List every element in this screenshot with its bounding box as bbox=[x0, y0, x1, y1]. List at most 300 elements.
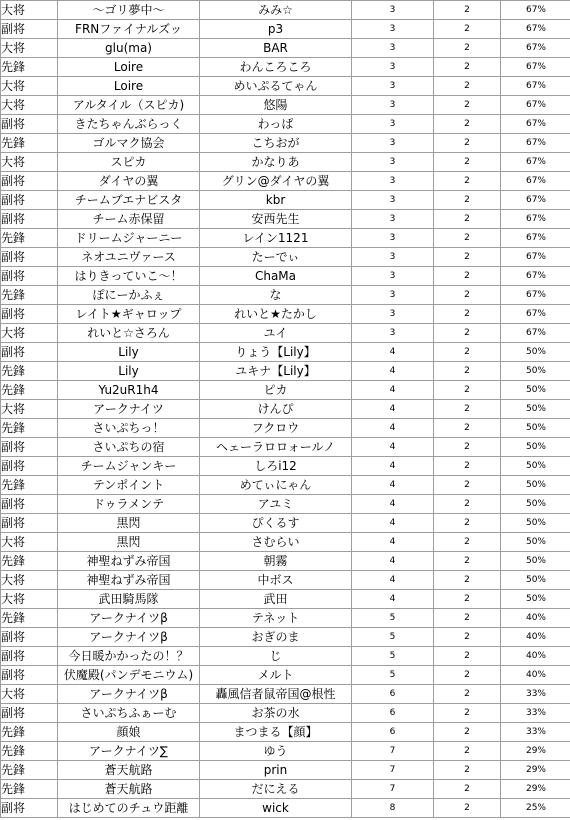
matches-cell[interactable]: 3 bbox=[352, 1, 434, 20]
team-cell[interactable]: さいぷちっ！ bbox=[58, 419, 200, 438]
position-cell[interactable]: 大将 bbox=[1, 324, 58, 343]
wins-cell[interactable]: 2 bbox=[434, 381, 501, 400]
table-row bbox=[1, 324, 570, 343]
player-cell[interactable]: れいと★たかし bbox=[200, 305, 352, 324]
player-cell[interactable]: kbr bbox=[200, 191, 352, 210]
table-row bbox=[1, 647, 570, 666]
position-cell[interactable]: 大将 bbox=[1, 1, 58, 20]
rate-cell[interactable]: 67% bbox=[501, 229, 570, 248]
wins-cell[interactable]: 2 bbox=[434, 39, 501, 58]
wins-cell[interactable]: 2 bbox=[434, 77, 501, 96]
matches-cell[interactable]: 3 bbox=[352, 210, 434, 229]
wins-cell[interactable]: 2 bbox=[434, 742, 501, 761]
rate-cell[interactable]: 50% bbox=[501, 457, 570, 476]
position-cell[interactable]: 先鋒 bbox=[1, 286, 58, 305]
wins-cell[interactable]: 2 bbox=[434, 419, 501, 438]
team-cell[interactable]: ドゥラメンテ bbox=[58, 495, 200, 514]
position-cell[interactable]: 副将 bbox=[1, 704, 58, 723]
table-row bbox=[1, 267, 570, 286]
wins-cell[interactable]: 2 bbox=[434, 96, 501, 115]
wins-cell[interactable]: 2 bbox=[434, 286, 501, 305]
player-cell[interactable]: お茶の水 bbox=[200, 704, 352, 723]
wins-cell[interactable]: 2 bbox=[434, 761, 501, 780]
table-row bbox=[1, 115, 570, 134]
table-row bbox=[1, 210, 570, 229]
rate-cell[interactable]: 33% bbox=[501, 723, 570, 742]
position-cell[interactable]: 副将 bbox=[1, 799, 58, 818]
rate-cell[interactable]: 67% bbox=[501, 267, 570, 286]
rate-cell[interactable]: 29% bbox=[501, 761, 570, 780]
rate-cell[interactable]: 50% bbox=[501, 533, 570, 552]
player-cell[interactable]: ChaMa bbox=[200, 267, 352, 286]
matches-cell[interactable]: 4 bbox=[352, 571, 434, 590]
table-row bbox=[1, 343, 570, 362]
team-cell[interactable]: アークナイツ∑ bbox=[58, 742, 200, 761]
team-cell[interactable]: れいと☆さろん bbox=[58, 324, 200, 343]
table-row bbox=[1, 704, 570, 723]
wins-cell[interactable]: 2 bbox=[434, 685, 501, 704]
player-cell[interactable]: 武田 bbox=[200, 590, 352, 609]
table-row bbox=[1, 20, 570, 39]
table-row bbox=[1, 1, 570, 20]
player-cell[interactable]: ぴくるす bbox=[200, 514, 352, 533]
matches-cell[interactable]: 7 bbox=[352, 742, 434, 761]
wins-cell[interactable]: 2 bbox=[434, 533, 501, 552]
team-cell[interactable]: ネオユニヴァース bbox=[58, 248, 200, 267]
rate-cell[interactable]: 33% bbox=[501, 685, 570, 704]
wins-cell[interactable]: 2 bbox=[434, 210, 501, 229]
matches-cell[interactable]: 6 bbox=[352, 685, 434, 704]
team-cell[interactable]: レイト★ギャロップ bbox=[58, 305, 200, 324]
team-cell[interactable]: 黒閃 bbox=[58, 514, 200, 533]
wins-cell[interactable]: 2 bbox=[434, 172, 501, 191]
team-cell[interactable]: ゴルマク協会 bbox=[58, 134, 200, 153]
matches-cell[interactable]: 7 bbox=[352, 761, 434, 780]
position-cell[interactable]: 副将 bbox=[1, 172, 58, 191]
position-cell[interactable]: 先鋒 bbox=[1, 552, 58, 571]
team-cell[interactable]: ダイヤの翼 bbox=[58, 172, 200, 191]
wins-cell[interactable]: 2 bbox=[434, 514, 501, 533]
rate-cell[interactable]: 50% bbox=[501, 381, 570, 400]
rate-cell[interactable]: 67% bbox=[501, 96, 570, 115]
rate-cell[interactable]: 67% bbox=[501, 305, 570, 324]
team-cell[interactable]: 伏魔殿(パンデモニウム) bbox=[58, 666, 200, 685]
team-cell[interactable]: 神聖ねずみ帝国 bbox=[58, 552, 200, 571]
wins-cell[interactable]: 2 bbox=[434, 495, 501, 514]
team-cell[interactable]: Yu2uR1h4 bbox=[58, 381, 200, 400]
table-row bbox=[1, 172, 570, 191]
matches-cell[interactable]: 3 bbox=[352, 305, 434, 324]
player-cell[interactable]: 中ボス bbox=[200, 571, 352, 590]
player-cell[interactable]: おぎのま bbox=[200, 628, 352, 647]
wins-cell[interactable]: 2 bbox=[434, 628, 501, 647]
player-cell[interactable]: prin bbox=[200, 761, 352, 780]
position-cell[interactable]: 副将 bbox=[1, 191, 58, 210]
table-row bbox=[1, 58, 570, 77]
position-cell[interactable]: 大将 bbox=[1, 533, 58, 552]
team-cell[interactable]: Loire bbox=[58, 58, 200, 77]
position-cell[interactable]: 副将 bbox=[1, 666, 58, 685]
team-cell[interactable]: スピカ bbox=[58, 153, 200, 172]
matches-cell[interactable]: 4 bbox=[352, 381, 434, 400]
table-row bbox=[1, 96, 570, 115]
rate-cell[interactable]: 67% bbox=[501, 210, 570, 229]
matches-cell[interactable]: 3 bbox=[352, 153, 434, 172]
player-cell[interactable]: ヘェーラロロォールノ bbox=[200, 438, 352, 457]
rate-cell[interactable]: 67% bbox=[501, 248, 570, 267]
table-row bbox=[1, 571, 570, 590]
player-cell[interactable]: たーでぃ bbox=[200, 248, 352, 267]
table-row bbox=[1, 609, 570, 628]
matches-cell[interactable]: 5 bbox=[352, 647, 434, 666]
table-row bbox=[1, 552, 570, 571]
player-cell[interactable]: 安西先生 bbox=[200, 210, 352, 229]
table-row bbox=[1, 77, 570, 96]
wins-cell[interactable]: 2 bbox=[434, 267, 501, 286]
matches-cell[interactable]: 4 bbox=[352, 362, 434, 381]
wins-cell[interactable]: 2 bbox=[434, 20, 501, 39]
matches-cell[interactable]: 5 bbox=[352, 628, 434, 647]
team-cell[interactable]: きたちゃんぶらっく bbox=[58, 115, 200, 134]
player-cell[interactable]: しろi12 bbox=[200, 457, 352, 476]
matches-cell[interactable]: 3 bbox=[352, 267, 434, 286]
position-cell[interactable]: 副将 bbox=[1, 267, 58, 286]
wins-cell[interactable]: 2 bbox=[434, 248, 501, 267]
team-cell[interactable]: 顔娘 bbox=[58, 723, 200, 742]
position-cell[interactable]: 副将 bbox=[1, 20, 58, 39]
player-cell[interactable]: ユイ bbox=[200, 324, 352, 343]
team-cell[interactable]: はりきっていこ～！ bbox=[58, 267, 200, 286]
player-cell[interactable]: わんころころ bbox=[200, 58, 352, 77]
wins-cell[interactable]: 2 bbox=[434, 191, 501, 210]
team-cell[interactable]: アルタイル（スピカ) bbox=[58, 96, 200, 115]
rate-cell[interactable]: 50% bbox=[501, 438, 570, 457]
matches-cell[interactable]: 5 bbox=[352, 609, 434, 628]
team-cell[interactable]: 武田騎馬隊 bbox=[58, 590, 200, 609]
position-cell[interactable]: 大将 bbox=[1, 590, 58, 609]
table-row bbox=[1, 153, 570, 172]
position-cell[interactable]: 副将 bbox=[1, 628, 58, 647]
table-row bbox=[1, 476, 570, 495]
table-row bbox=[1, 742, 570, 761]
player-cell[interactable]: グリン@ダイヤの翼 bbox=[200, 172, 352, 191]
position-cell[interactable]: 大将 bbox=[1, 400, 58, 419]
rate-cell[interactable]: 67% bbox=[501, 286, 570, 305]
team-cell[interactable]: アークナイツ bbox=[58, 400, 200, 419]
player-cell[interactable]: めてぃにゃん bbox=[200, 476, 352, 495]
player-cell[interactable]: 悠陽 bbox=[200, 96, 352, 115]
table-row bbox=[1, 457, 570, 476]
wins-cell[interactable]: 2 bbox=[434, 666, 501, 685]
position-cell[interactable]: 副将 bbox=[1, 438, 58, 457]
rate-cell[interactable]: 25% bbox=[501, 799, 570, 818]
table-row bbox=[1, 761, 570, 780]
player-cell[interactable]: テネット bbox=[200, 609, 352, 628]
matches-cell[interactable]: 4 bbox=[352, 533, 434, 552]
matches-cell[interactable]: 3 bbox=[352, 58, 434, 77]
table-row bbox=[1, 381, 570, 400]
team-cell[interactable]: さいぷちの宿 bbox=[58, 438, 200, 457]
player-cell[interactable]: メルト bbox=[200, 666, 352, 685]
matches-cell[interactable]: 4 bbox=[352, 552, 434, 571]
rate-cell[interactable]: 67% bbox=[501, 172, 570, 191]
team-cell[interactable]: アークナイツβ bbox=[58, 628, 200, 647]
team-cell[interactable]: 神聖ねずみ帝国 bbox=[58, 571, 200, 590]
wins-cell[interactable]: 2 bbox=[434, 457, 501, 476]
table-row bbox=[1, 248, 570, 267]
rate-cell[interactable]: 50% bbox=[501, 552, 570, 571]
table-row bbox=[1, 799, 570, 818]
rate-cell[interactable]: 50% bbox=[501, 476, 570, 495]
player-cell[interactable]: けんぴ bbox=[200, 400, 352, 419]
team-cell[interactable]: チームブエナビスタ bbox=[58, 191, 200, 210]
wins-cell[interactable]: 2 bbox=[434, 552, 501, 571]
team-cell[interactable]: アークナイツβ bbox=[58, 685, 200, 704]
table-row bbox=[1, 286, 570, 305]
position-cell[interactable]: 大将 bbox=[1, 685, 58, 704]
position-cell[interactable]: 先鋒 bbox=[1, 609, 58, 628]
position-cell[interactable]: 先鋒 bbox=[1, 476, 58, 495]
rate-cell[interactable]: 29% bbox=[501, 742, 570, 761]
player-cell[interactable]: こちおが bbox=[200, 134, 352, 153]
matches-cell[interactable]: 8 bbox=[352, 799, 434, 818]
wins-cell[interactable]: 2 bbox=[434, 153, 501, 172]
wins-cell[interactable]: 2 bbox=[434, 609, 501, 628]
table-row bbox=[1, 39, 570, 58]
team-cell[interactable]: Lily bbox=[58, 362, 200, 381]
matches-cell[interactable]: 4 bbox=[352, 590, 434, 609]
team-cell[interactable]: Lily bbox=[58, 343, 200, 362]
rate-cell[interactable]: 67% bbox=[501, 191, 570, 210]
position-cell[interactable]: 先鋒 bbox=[1, 58, 58, 77]
wins-cell[interactable]: 2 bbox=[434, 723, 501, 742]
position-cell[interactable]: 先鋒 bbox=[1, 742, 58, 761]
rate-cell[interactable]: 40% bbox=[501, 628, 570, 647]
table-row bbox=[1, 495, 570, 514]
wins-cell[interactable]: 2 bbox=[434, 780, 501, 799]
matches-cell[interactable]: 7 bbox=[352, 780, 434, 799]
wins-cell[interactable]: 2 bbox=[434, 134, 501, 153]
team-cell[interactable]: アークナイツβ bbox=[58, 609, 200, 628]
team-cell[interactable]: はじめてのチュウ距離 bbox=[58, 799, 200, 818]
player-cell[interactable]: wick bbox=[200, 799, 352, 818]
position-cell[interactable]: 先鋒 bbox=[1, 723, 58, 742]
matches-cell[interactable]: 5 bbox=[352, 666, 434, 685]
team-cell[interactable]: Loire bbox=[58, 77, 200, 96]
team-cell[interactable]: glu(ma) bbox=[58, 39, 200, 58]
player-cell[interactable]: りょう【Lily】 bbox=[200, 343, 352, 362]
matches-cell[interactable]: 3 bbox=[352, 96, 434, 115]
table-body bbox=[1, 1, 570, 818]
position-cell[interactable]: 先鋒 bbox=[1, 134, 58, 153]
matches-cell[interactable]: 4 bbox=[352, 457, 434, 476]
wins-cell[interactable]: 2 bbox=[434, 400, 501, 419]
wins-cell[interactable]: 2 bbox=[434, 799, 501, 818]
rate-cell[interactable]: 67% bbox=[501, 153, 570, 172]
table-row bbox=[1, 533, 570, 552]
rate-cell[interactable]: 67% bbox=[501, 77, 570, 96]
wins-cell[interactable]: 2 bbox=[434, 476, 501, 495]
position-cell[interactable]: 先鋒 bbox=[1, 362, 58, 381]
position-cell[interactable]: 副将 bbox=[1, 647, 58, 666]
team-cell[interactable]: 今日暖かかったの！？ bbox=[58, 647, 200, 666]
team-cell[interactable]: さいぷちふぁーむ bbox=[58, 704, 200, 723]
position-cell[interactable]: 先鋒 bbox=[1, 381, 58, 400]
rate-cell[interactable]: 67% bbox=[501, 20, 570, 39]
team-cell[interactable]: 蒼天航路 bbox=[58, 761, 200, 780]
player-cell[interactable]: 朝霧 bbox=[200, 552, 352, 571]
position-cell[interactable]: 大将 bbox=[1, 153, 58, 172]
rate-cell[interactable]: 67% bbox=[501, 58, 570, 77]
matches-cell[interactable]: 6 bbox=[352, 723, 434, 742]
player-cell[interactable]: ピカ bbox=[200, 381, 352, 400]
position-cell[interactable]: 副将 bbox=[1, 305, 58, 324]
table-row bbox=[1, 514, 570, 533]
table-row bbox=[1, 780, 570, 799]
player-cell[interactable]: ユキナ【Lily】 bbox=[200, 362, 352, 381]
rate-cell[interactable]: 40% bbox=[501, 609, 570, 628]
table-row bbox=[1, 305, 570, 324]
player-cell[interactable]: めいぷるてゃん bbox=[200, 77, 352, 96]
table-row bbox=[1, 362, 570, 381]
player-cell[interactable]: フクロウ bbox=[200, 419, 352, 438]
matches-cell[interactable]: 4 bbox=[352, 438, 434, 457]
player-cell[interactable]: レイン1121 bbox=[200, 229, 352, 248]
table-row bbox=[1, 628, 570, 647]
matches-cell[interactable]: 6 bbox=[352, 704, 434, 723]
rate-cell[interactable]: 67% bbox=[501, 39, 570, 58]
position-cell[interactable]: 大将 bbox=[1, 77, 58, 96]
position-cell[interactable]: 大将 bbox=[1, 96, 58, 115]
matches-cell[interactable]: 3 bbox=[352, 20, 434, 39]
position-cell[interactable]: 先鋒 bbox=[1, 761, 58, 780]
table-row bbox=[1, 723, 570, 742]
matches-cell[interactable]: 3 bbox=[352, 77, 434, 96]
wins-cell[interactable]: 2 bbox=[434, 590, 501, 609]
table-row bbox=[1, 590, 570, 609]
player-cell[interactable]: な bbox=[200, 286, 352, 305]
table-row bbox=[1, 134, 570, 153]
rate-cell[interactable]: 29% bbox=[501, 780, 570, 799]
position-cell[interactable]: 副将 bbox=[1, 343, 58, 362]
matches-cell[interactable]: 3 bbox=[352, 115, 434, 134]
wins-cell[interactable]: 2 bbox=[434, 704, 501, 723]
rate-cell[interactable]: 50% bbox=[501, 400, 570, 419]
matches-cell[interactable]: 3 bbox=[352, 248, 434, 267]
position-cell[interactable]: 副将 bbox=[1, 457, 58, 476]
matches-cell[interactable]: 4 bbox=[352, 419, 434, 438]
matches-cell[interactable]: 3 bbox=[352, 286, 434, 305]
position-cell[interactable]: 副将 bbox=[1, 248, 58, 267]
team-cell[interactable]: FRNファイナルズッ bbox=[58, 20, 200, 39]
wins-cell[interactable]: 2 bbox=[434, 324, 501, 343]
team-cell[interactable]: ～ゴリ夢中～ bbox=[58, 1, 200, 20]
player-cell[interactable]: アユミ bbox=[200, 495, 352, 514]
rate-cell[interactable]: 50% bbox=[501, 590, 570, 609]
position-cell[interactable]: 副将 bbox=[1, 514, 58, 533]
player-cell[interactable]: だにえる bbox=[200, 780, 352, 799]
table-row bbox=[1, 191, 570, 210]
position-cell[interactable]: 大将 bbox=[1, 571, 58, 590]
matches-cell[interactable]: 4 bbox=[352, 400, 434, 419]
position-cell[interactable]: 副将 bbox=[1, 210, 58, 229]
rate-cell[interactable]: 67% bbox=[501, 115, 570, 134]
position-cell[interactable]: 先鋒 bbox=[1, 780, 58, 799]
rate-cell[interactable]: 50% bbox=[501, 514, 570, 533]
player-cell[interactable]: p3 bbox=[200, 20, 352, 39]
table-row bbox=[1, 419, 570, 438]
rate-cell[interactable]: 50% bbox=[501, 571, 570, 590]
matches-cell[interactable]: 4 bbox=[352, 495, 434, 514]
wins-cell[interactable]: 2 bbox=[434, 1, 501, 20]
rate-cell[interactable]: 50% bbox=[501, 419, 570, 438]
matches-cell[interactable]: 3 bbox=[352, 324, 434, 343]
team-cell[interactable]: 黒閃 bbox=[58, 533, 200, 552]
rate-cell[interactable]: 67% bbox=[501, 134, 570, 153]
rate-cell[interactable]: 33% bbox=[501, 704, 570, 723]
position-cell[interactable]: 副将 bbox=[1, 495, 58, 514]
player-cell[interactable]: ゆう bbox=[200, 742, 352, 761]
player-cell[interactable]: わっぱ bbox=[200, 115, 352, 134]
matches-cell[interactable]: 3 bbox=[352, 172, 434, 191]
team-cell[interactable]: チームジャンキー bbox=[58, 457, 200, 476]
rate-cell[interactable]: 50% bbox=[501, 362, 570, 381]
position-cell[interactable]: 大将 bbox=[1, 39, 58, 58]
wins-cell[interactable]: 2 bbox=[434, 362, 501, 381]
matches-cell[interactable]: 4 bbox=[352, 476, 434, 495]
player-cell[interactable]: BAR bbox=[200, 39, 352, 58]
player-cell[interactable]: さむらい bbox=[200, 533, 352, 552]
position-cell[interactable]: 副将 bbox=[1, 115, 58, 134]
team-cell[interactable]: 蒼天航路 bbox=[58, 780, 200, 799]
wins-cell[interactable]: 2 bbox=[434, 571, 501, 590]
player-cell[interactable]: かなりあ bbox=[200, 153, 352, 172]
player-cell[interactable]: みみ☆ bbox=[200, 1, 352, 20]
rate-cell[interactable]: 50% bbox=[501, 495, 570, 514]
player-cell[interactable]: じ bbox=[200, 647, 352, 666]
position-cell[interactable]: 先鋒 bbox=[1, 229, 58, 248]
wins-cell[interactable]: 2 bbox=[434, 229, 501, 248]
wins-cell[interactable]: 2 bbox=[434, 305, 501, 324]
rate-cell[interactable]: 40% bbox=[501, 647, 570, 666]
matches-cell[interactable]: 3 bbox=[352, 229, 434, 248]
matches-cell[interactable]: 3 bbox=[352, 134, 434, 153]
wins-cell[interactable]: 2 bbox=[434, 438, 501, 457]
table-row bbox=[1, 400, 570, 419]
team-cell[interactable]: テンポイント bbox=[58, 476, 200, 495]
team-cell[interactable]: ぽにーかふぇ bbox=[58, 286, 200, 305]
matches-cell[interactable]: 4 bbox=[352, 343, 434, 362]
wins-cell[interactable]: 2 bbox=[434, 647, 501, 666]
player-cell[interactable]: まつまる【顔】 bbox=[200, 723, 352, 742]
rate-cell[interactable]: 50% bbox=[501, 343, 570, 362]
matches-cell[interactable]: 3 bbox=[352, 191, 434, 210]
wins-cell[interactable]: 2 bbox=[434, 58, 501, 77]
team-cell[interactable]: チーム赤保留 bbox=[58, 210, 200, 229]
team-cell[interactable]: ドリームジャーニー bbox=[58, 229, 200, 248]
rate-cell[interactable]: 67% bbox=[501, 1, 570, 20]
matches-cell[interactable]: 4 bbox=[352, 514, 434, 533]
wins-cell[interactable]: 2 bbox=[434, 343, 501, 362]
table-row bbox=[1, 666, 570, 685]
position-cell[interactable]: 先鋒 bbox=[1, 419, 58, 438]
player-cell[interactable]: 轟風信者鼠帝国@根性 bbox=[200, 685, 352, 704]
rate-cell[interactable]: 40% bbox=[501, 666, 570, 685]
matches-cell[interactable]: 3 bbox=[352, 39, 434, 58]
wins-cell[interactable]: 2 bbox=[434, 115, 501, 134]
rate-cell[interactable]: 67% bbox=[501, 324, 570, 343]
table-row bbox=[1, 438, 570, 457]
